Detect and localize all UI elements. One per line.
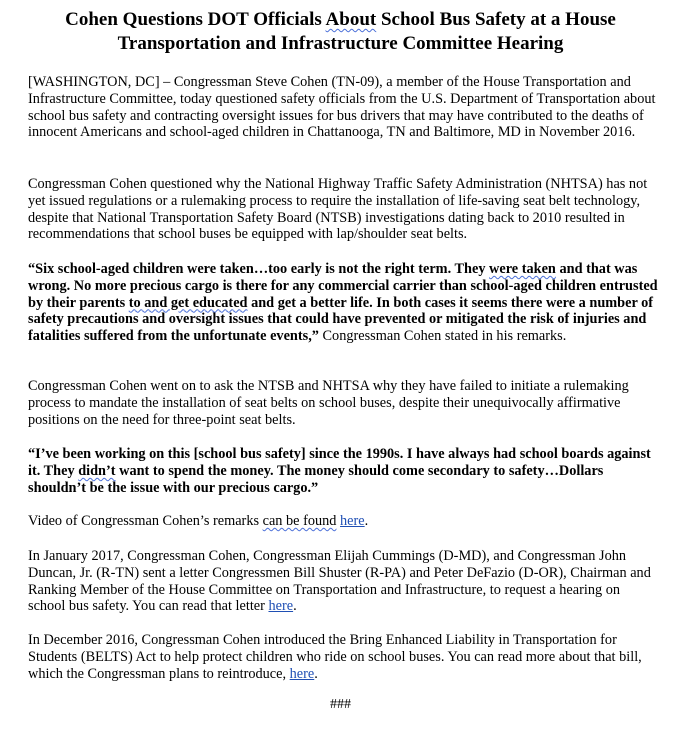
quote-2-text: “I’ve been working on this [school bus safety] since the 1990s. I have always had school boards against it. They didn’t want to spend the money. The money should come secondary to safety…Dollars shouldn’t be the issue with our precious cargo.” [28, 446, 651, 496]
title-text: Cohen Questions DOT Officials [65, 9, 326, 30]
title-text-rest: School Bus Safety at a House Transportation and Infrastructure Committee Hearing [117, 9, 616, 54]
letter-here-link[interactable]: here [268, 598, 294, 615]
paragraph-quote-2 [28, 446, 660, 496]
paragraph-quote-1 [28, 261, 660, 345]
end-mark: ### [330, 697, 351, 712]
paragraph-belts-act: In December 2016, Congressman Cohen introduced the Bring Enhanced Liability in Transportation for Students (BELTS) Act to help protect children who ride on school buses. You can read more about that bill, which the Congressman plans to reintroduce, here. [28, 632, 642, 682]
paragraph-rulemaking: Congressman Cohen went on to ask the NTSB and NHTSA why they have failed to initiate a rulemaking process to mandate the installation of seat belts on school buses, despite their unequivocally affirmative positions on the need for three-point seat belts. [28, 378, 629, 428]
paragraph-video: Video of Congressman Cohen’s remarks can be found here. [28, 513, 369, 529]
belts-here-link[interactable]: here [289, 665, 315, 682]
quote-1-text: “Six school-aged children were taken…too early is not the right term. They were taken and that was wrong. No more precious cargo is there for any commercial carrier than school-aged children entrusted by their parents to and get educated and get a better life. In both cases it seems there were a number of safety precautions and oversight issues that could have prevented or mitigated the risk of injuries and fatalities suffered from the unfortunate events,” [28, 261, 658, 345]
page-title [20, 8, 661, 56]
paragraph-letter: In January 2017, Congressman Cohen, Congressman Elijah Cummings (D-MD), and Congressman John Duncan, Jr. (R-TN) sent a letter Congressmen Bill Shuster (R-PA) and Peter DeFazio (D-OR), Chairman and Ranking Member of the House Committee on Transportation and Infrastructure, to request a hearing on school bus safety. You can read that letter here. [28, 548, 651, 615]
quote-1-attribution: Congressman Cohen stated in his remarks. [318, 328, 567, 345]
title-about-word: About [325, 9, 377, 30]
paragraph-nhtsa: Congressman Cohen questioned why the National Highway Traffic Safety Administration (NHTSA) has not yet issued regulations or a rulemaking process to require the installation of life-saving seat belt technology, despite that National Transportation Safety Board (NTSB) investigations dating back to 2010 resulted in recommendations that school buses be equipped with lap/shoulder seat belts. [28, 176, 648, 243]
paragraph-intro: [WASHINGTON, DC] – Congressman Steve Cohen (TN-09), a member of the House Transportation and Infrastructure Committee, today questioned safety officials from the U.S. Department of Transportation about school bus safety and contracting oversight issues for bus drivers that may have contributed to the deaths of innocent Americans and school-aged children in Chattanooga, TN and Baltimore, MD in November 2016. [28, 74, 656, 141]
video-here-link[interactable]: here [340, 513, 365, 529]
